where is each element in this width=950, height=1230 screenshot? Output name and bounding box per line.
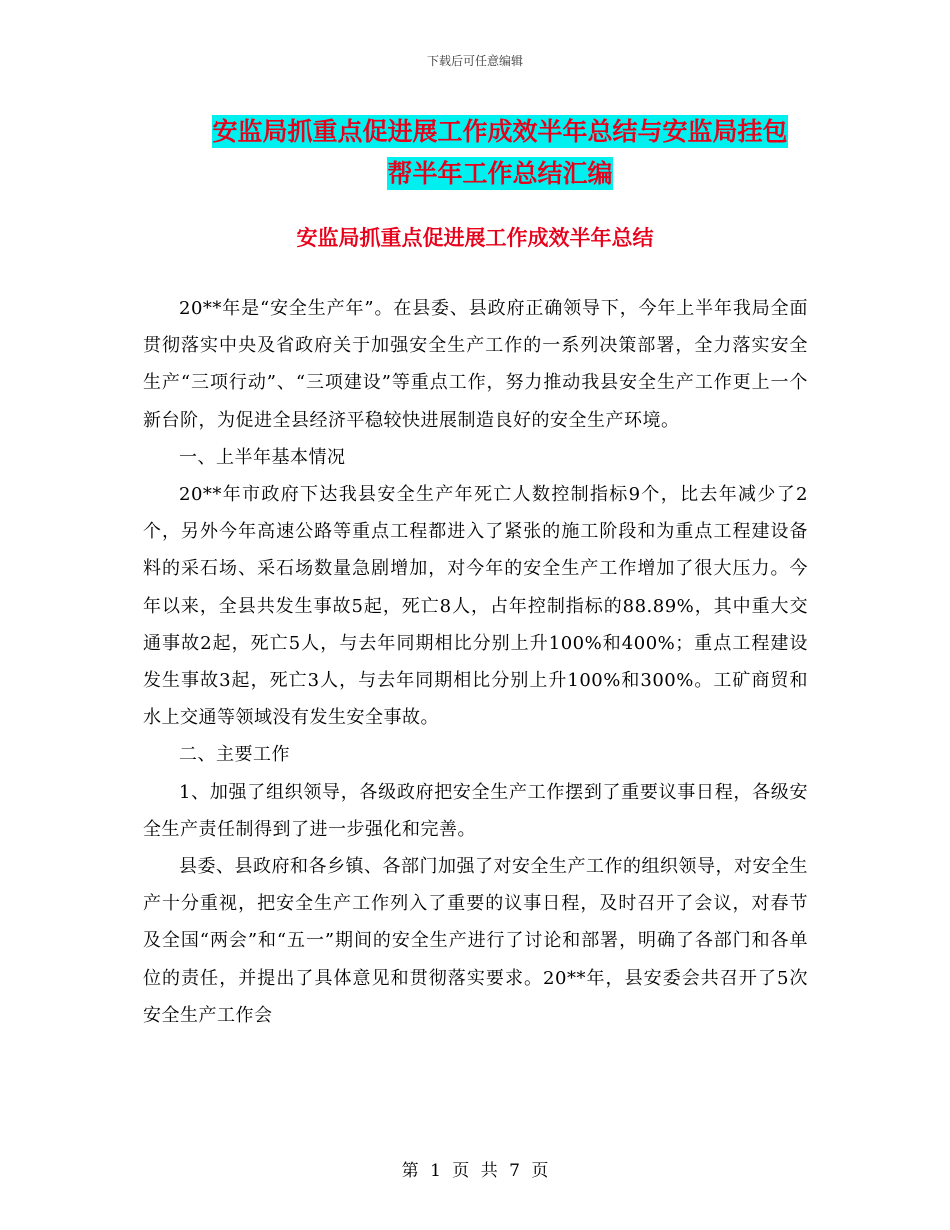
paragraph: 20**年市政府下达我县安全生产年死亡人数控制指标9个，比去年减少了2个，另外今年高速公路等重点工程都进入了紧张的施工阶段和为重点工程建设备料的采石场、采石场数量急剧增加，对今年的安全生产工作增加了很大压力。今年以来，全县共发生事故5起，死亡8人，占年控制指标的88.89%，其中重大交通事故2起，死亡5人，与去年同期相比分别上升100%和400%；重点工程建设发生事故3起，死亡3人，与去年同期相比分别上升100%和300%。工矿商贸和水上交通等领域没有发生安全事故。: [143, 484, 808, 729]
section-title: 安监局抓重点促进展工作成效半年总结: [296, 226, 654, 250]
paragraph-heading: 一、上半年基本情况: [179, 446, 346, 468]
document-title-text: 帮半年工作总结汇编: [387, 159, 613, 188]
document-body: [143, 290, 808, 1034]
paragraph: 20**年是“安全生产年”。在县委、县政府正确领导下，今年上半年我局全面贯彻落实中央及省政府关于加强安全生产工作的一系列决策部署，全力落实安全生产“三项行动”、“三项建设”等重点工作，努力推动我县安全生产工作更上一个新台阶，为促进全县经济平稳较快进展制造良好的安全生产环境。: [143, 298, 808, 431]
document-title-text: 安监局抓重点促进展工作成效半年总结与安监局挂包: [212, 117, 788, 146]
paragraph: 1、加强了组织领导，各级政府把安全生产工作摆到了重要议事日程，各级安全生产责任制得到了进一步强化和完善。: [143, 781, 808, 840]
document-title-line1: [150, 108, 850, 156]
document-title-line2: [140, 150, 860, 198]
page-footer: 第 1 页 共 7 页: [401, 1161, 549, 1181]
paragraph: 县委、县政府和各乡镇、各部门加强了对安全生产工作的组织领导，对安全生产十分重视，把安全生产工作列入了重要的议事日程，及时召开了会议，对春节及全国“两会”和“五一”期间的安全生产进行了讨论和部署，明确了各部门和各单位的责任，并提出了具体意见和贯彻落实要求。20**年，县安委会共召开了5次安全生产工作会: [143, 856, 808, 1026]
paragraph-heading: 二、主要工作: [179, 744, 290, 766]
header-note: 下载后可任意编辑: [426, 54, 523, 68]
